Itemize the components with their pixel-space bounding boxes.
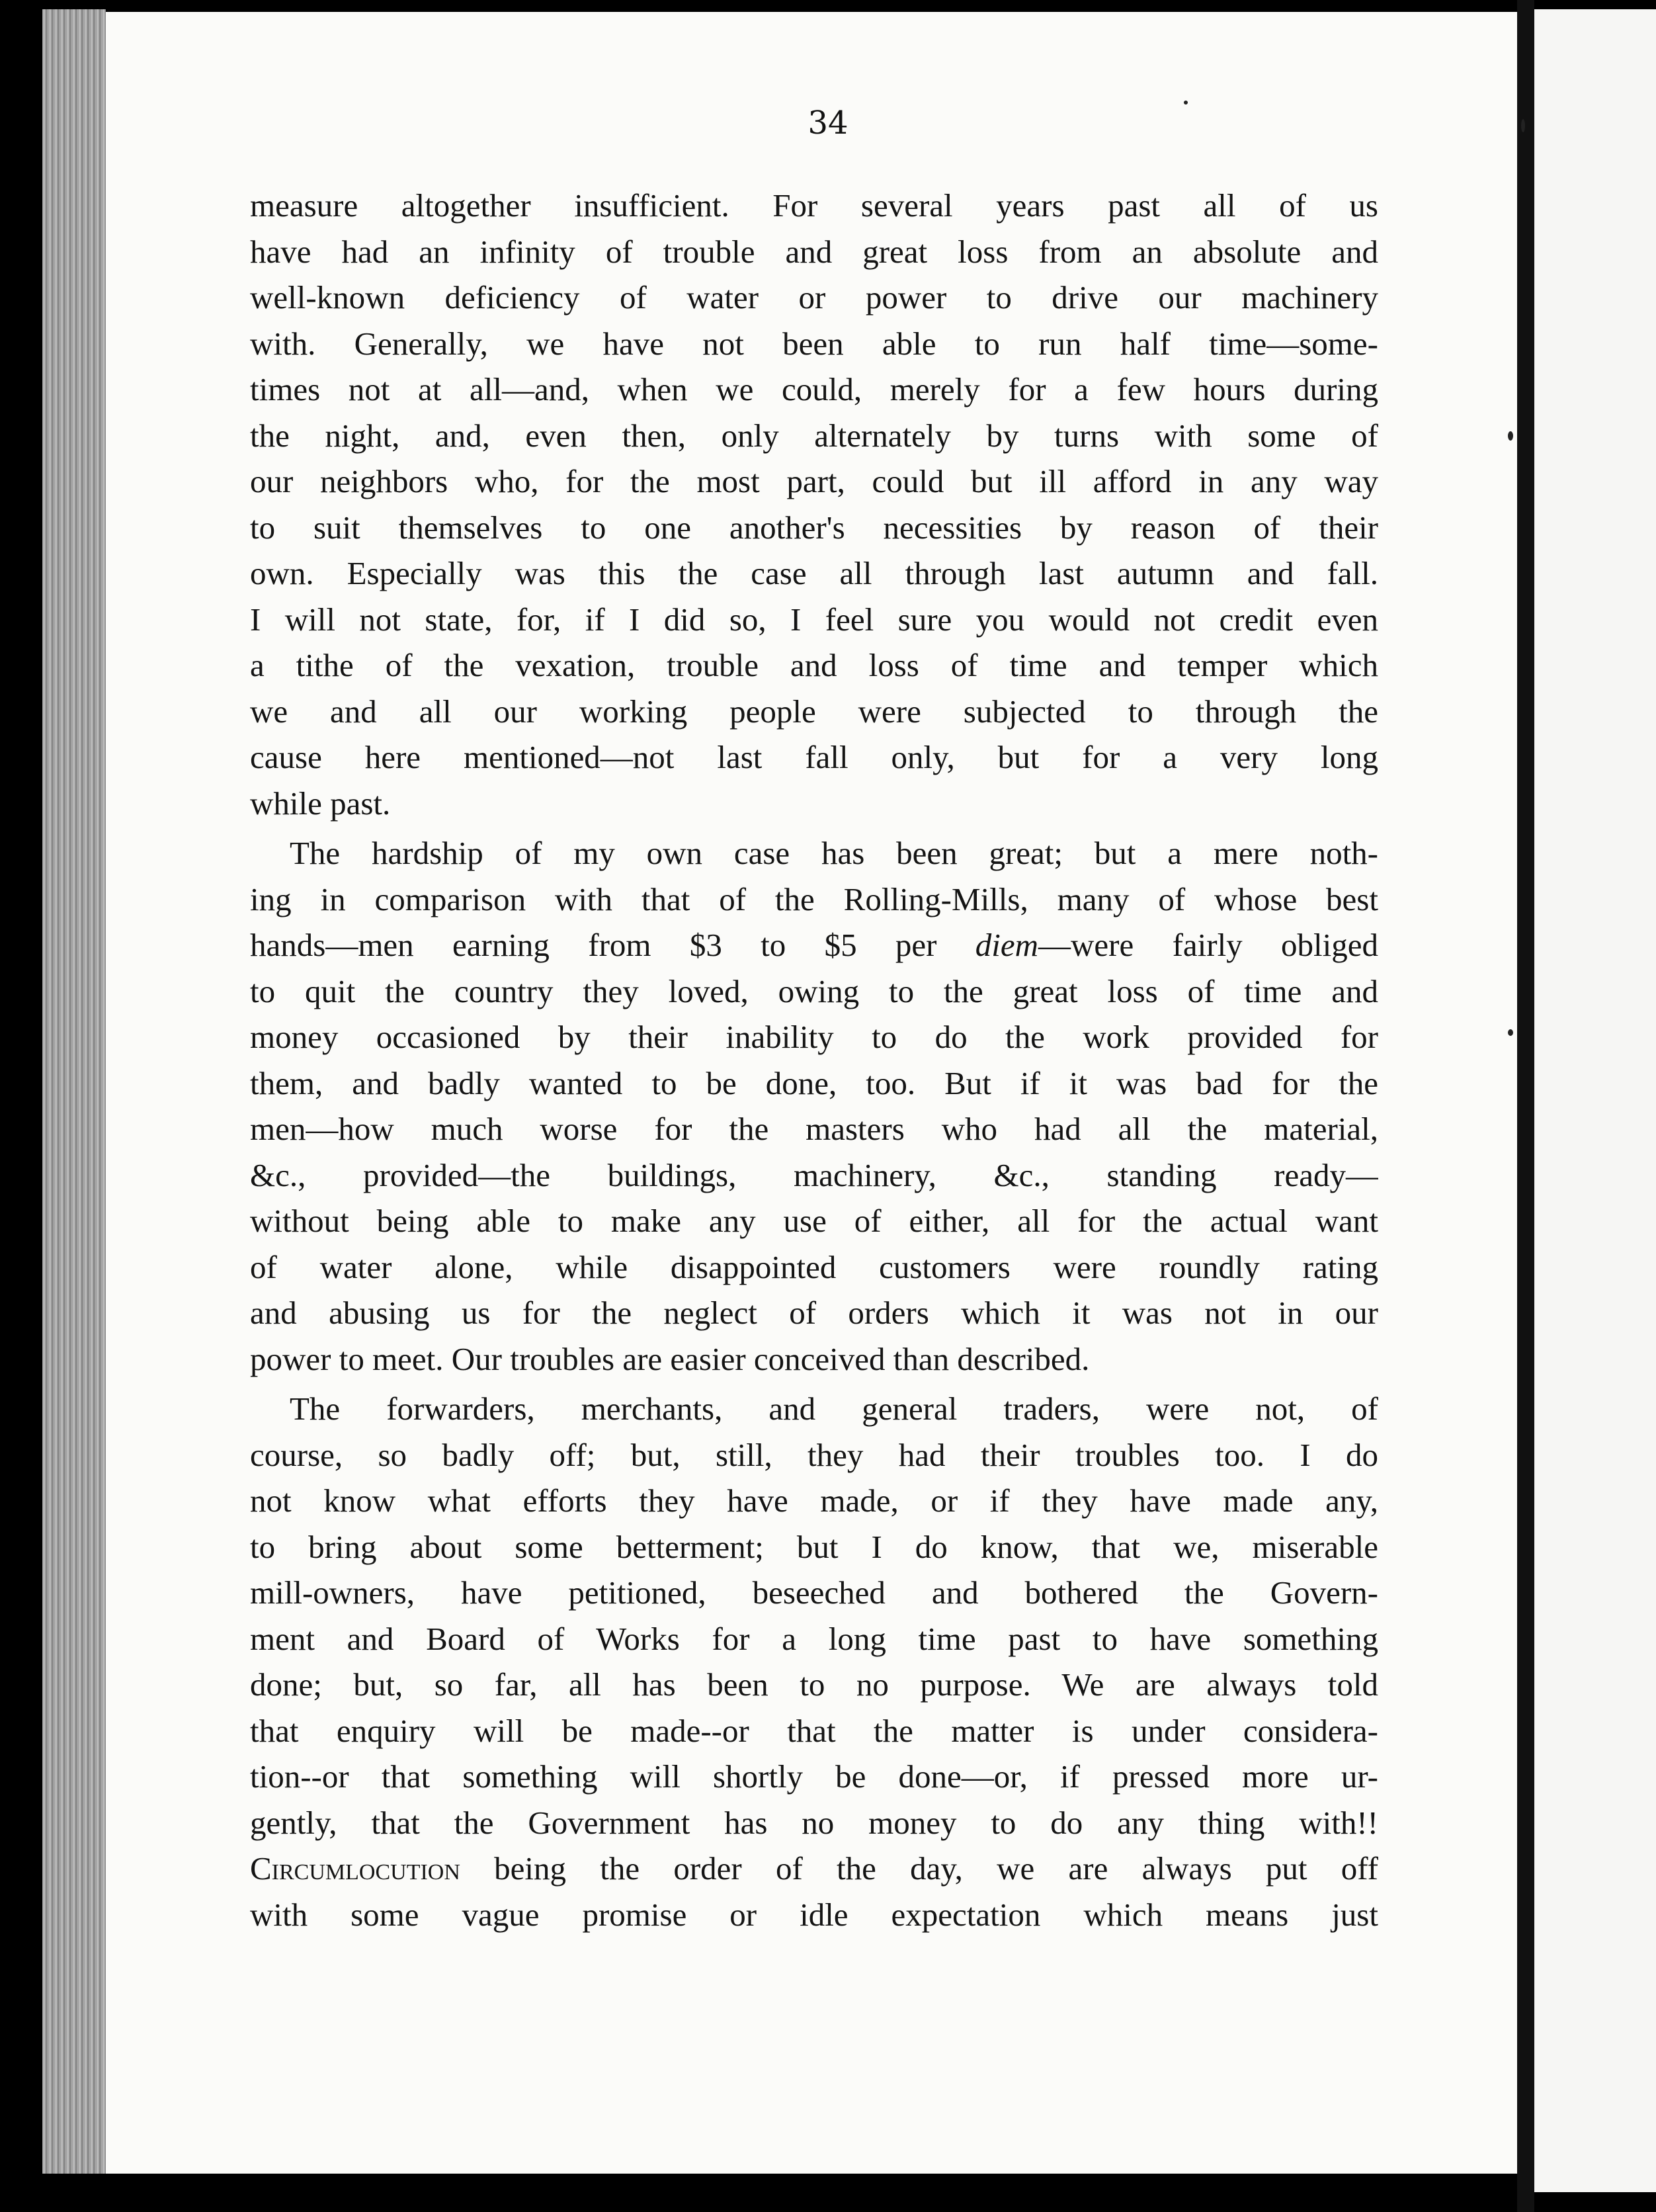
text-line: &c., provided—the buildings, machinery, &c., standing ready—	[250, 1156, 1378, 1193]
text-line: mill-owners, have petitioned, beseeched and bothered the Govern-	[250, 1574, 1378, 1611]
text-line: have had an infinity of trouble and great loss from an absolute and	[250, 233, 1378, 270]
text-line: hands—men earning from $3 to $5 per diem—were fairly obliged	[250, 927, 1378, 963]
text-line: to bring about some betterment; but I do know, that we, miserable	[250, 1528, 1378, 1565]
text-line: a tithe of the vexation, trouble and loss of time and temper which	[250, 647, 1378, 683]
gutter	[1517, 0, 1534, 2212]
text-line: not know what efforts they have made, or if they have made any,	[250, 1482, 1378, 1519]
text-line: done; but, so far, all has been to no purpose. We are always told	[250, 1666, 1378, 1703]
italic-word: diem	[975, 927, 1039, 963]
text-line: tion--or that something will shortly be done—or, if pressed more ur-	[250, 1758, 1378, 1795]
text-line: measure altogether insufficient. For several years past all of us	[250, 187, 1378, 224]
text-line: the night, and, even then, only alternately by turns with some of	[250, 417, 1378, 454]
text-line: we and all our working people were subjected to through the	[250, 693, 1378, 730]
ink-speck	[1508, 1029, 1513, 1036]
text-line: ing in comparison with that of the Rolling-Mills, many of whose best	[250, 880, 1378, 917]
text-line: course, so badly off; but, still, they had their troubles too. I do	[250, 1436, 1378, 1473]
text-line: and abusing us for the neglect of orders which it was not in our	[250, 1295, 1378, 1331]
text-line: with. Generally, we have not been able to run half time—some-	[250, 325, 1378, 362]
book-edge	[42, 9, 106, 2174]
small-caps-word: Circumlocution	[250, 1850, 460, 1887]
text-line: times not at all—and, when we could, merely for a few hours during	[250, 371, 1378, 407]
text-line: to suit themselves to one another's necessities by reason of their	[250, 509, 1378, 546]
text-line: without being able to make any use of either, all for the actual want	[250, 1203, 1378, 1239]
text-line: men—how much worse for the masters who had all the material,	[250, 1111, 1378, 1147]
text-line: cause here mentioned—not last fall only, but for a very long	[250, 739, 1378, 775]
text-line: while past.	[250, 785, 391, 822]
text-line: The hardship of my own case has been great; but a mere noth-	[290, 835, 1378, 871]
text-line: that enquiry will be made--or that the matter is under considera-	[250, 1712, 1378, 1749]
body-text	[250, 183, 1378, 1937]
text-line: The forwarders, merchants, and general traders, were not, of	[290, 1390, 1378, 1427]
text-line: to quit the country they loved, owing to the great loss of time and	[250, 972, 1378, 1009]
text-line: of water alone, while disappointed customers were roundly rating	[250, 1248, 1378, 1285]
page-number: 34	[807, 105, 849, 142]
text-line: gently, that the Government has no money to do any thing with!!	[250, 1804, 1378, 1841]
ink-speck	[1508, 431, 1513, 441]
facing-page-edge	[1534, 9, 1656, 2192]
text-line: well-known deficiency of water or power to drive our machinery	[250, 279, 1378, 316]
text-line: I will not state, for, if I did so, I feel sure you would not credit even	[250, 601, 1378, 638]
text-line: Circumlocution being the order of the day, we are always put off	[250, 1850, 1378, 1887]
text-line: power to meet. Our troubles are easier conceived than described.	[250, 1340, 1090, 1377]
text-line: them, and badly wanted to be done, too. But if it was bad for the	[250, 1064, 1378, 1101]
text-line: money occasioned by their inability to do the work provided for	[250, 1019, 1378, 1055]
text-line: own. Especially was this the case all through last autumn and fall.	[250, 555, 1378, 591]
text-line: with some vague promise or idle expectation which means just	[250, 1896, 1378, 1933]
text-line: ment and Board of Works for a long time past to have something	[250, 1620, 1378, 1657]
text-line: our neighbors who, for the most part, could but ill afford in any way	[250, 463, 1378, 499]
